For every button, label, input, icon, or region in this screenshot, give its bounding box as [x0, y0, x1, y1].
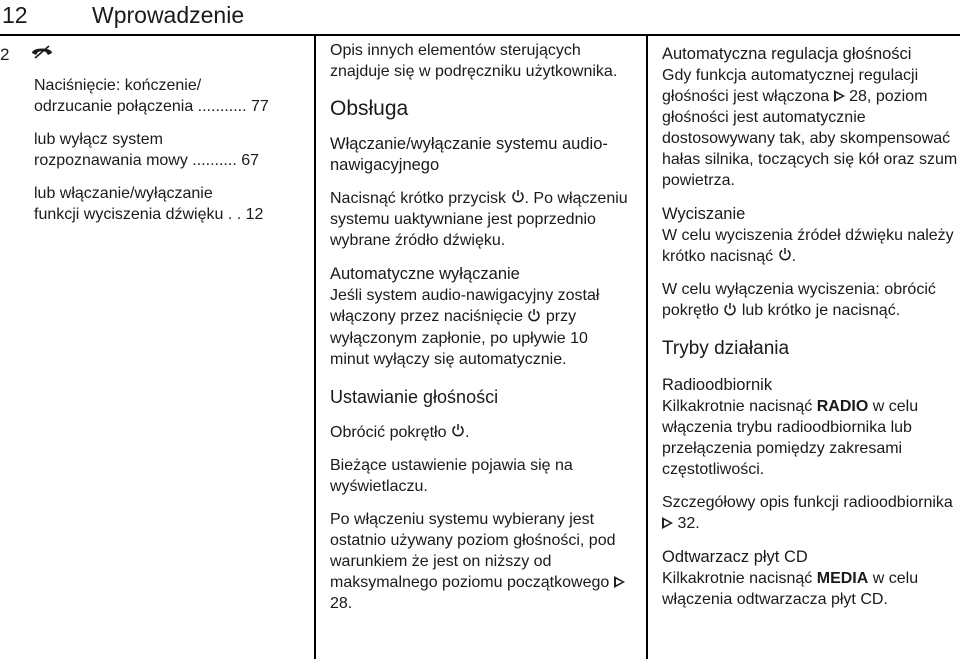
paragraph-radio-details [662, 492, 960, 534]
text: Szczegółowy opis funkcji radioodbiornika [662, 493, 953, 511]
power-icon [778, 246, 792, 267]
text: . Po włączeniu systemu uaktywniane jest poprzednio wybrane źródło dźwięku. [330, 190, 628, 250]
text: Kilkakrotnie nacisnąć [662, 397, 813, 415]
entry-text: funkcji wyciszenia dźwięku [34, 206, 224, 223]
index-entry [34, 183, 300, 225]
index-entry [34, 129, 300, 171]
text: Gdy funkcja automatycznej regulacji głośności jest włączona [662, 67, 919, 105]
phone-hangup-icon [30, 44, 54, 65]
item-2-heading [0, 44, 300, 65]
page-reference[interactable]: 32. [677, 514, 700, 532]
paragraph-radio [662, 396, 960, 480]
intro-paragraph: Opis innych elementów sterujących znajduje się w podręczniku użytkownika. [330, 42, 618, 80]
item-number: 2 [0, 45, 10, 64]
paragraph-unmute [662, 279, 960, 321]
paragraph-startup-volume [330, 509, 630, 614]
column-3 [662, 40, 960, 610]
radio-button-label: RADIO [816, 397, 869, 415]
page-reference[interactable]: 12 [245, 206, 264, 223]
header-rule [0, 34, 960, 36]
paragraph-current-setting: Bieżące ustawienie pojawia się na wyświetlaczu. [330, 456, 573, 495]
text: przy wyłączonym zapłonie, po upływie 10 minut wyłączy się automatycznie. [330, 308, 588, 368]
text: w celu włączenia odtwarzacza płyt CD. [662, 569, 919, 608]
page-reference[interactable]: 67 [241, 152, 260, 169]
text: W celu wyłączenia wyciszenia: obrócić pokrętło [662, 281, 936, 320]
power-icon [451, 422, 465, 443]
page-reference[interactable]: 28, [849, 88, 872, 105]
text: Nacisnąć krótko przycisk [330, 190, 507, 207]
subheading-wyciszanie: Wyciszanie [662, 205, 746, 223]
index-entry [34, 75, 300, 117]
index-list [34, 75, 300, 225]
column-divider-1 [314, 36, 316, 659]
media-button-label: MEDIA [816, 569, 869, 587]
leader-dots: .......... [187, 152, 237, 169]
entry-text: Naciśnięcie: kończenie/ [34, 77, 202, 94]
page-reference-arrow-icon [834, 90, 845, 102]
entry-text: lub wyłącz system [34, 131, 163, 148]
paragraph-power [330, 188, 630, 251]
text: . [791, 248, 797, 265]
text: W celu wyciszenia źródeł dźwięku należy krótko nacisnąć [662, 227, 954, 265]
page-header [0, 0, 960, 34]
paragraph-cd [662, 568, 960, 610]
section-heading-obsluga: Obsługa [330, 97, 409, 120]
column-1 [0, 40, 300, 225]
leader-dots: ........... [193, 98, 247, 115]
power-icon [527, 307, 541, 328]
power-icon [723, 301, 737, 322]
text: Jeśli system audio-nawigacyjny został włączony przez naciśnięcie [330, 287, 600, 326]
paragraph-mute [662, 225, 960, 267]
paragraph-auto-off [330, 285, 630, 369]
subheading-cd: Odtwarzacz płyt CD [662, 547, 808, 566]
page-reference-arrow-icon [662, 517, 673, 529]
paragraph-volume-knob [330, 422, 630, 443]
page-reference[interactable]: 77 [251, 98, 269, 115]
text: Po włączeniu systemu wybierany jest ostatnio używany poziom głośności, pod warunkiem że jest on niższy od maksymalnego poziomu początkowego [330, 510, 616, 591]
entry-text: odrzucanie połączenia [34, 98, 194, 115]
chapter-title: Wprowadzenie [92, 2, 245, 28]
subheading-radio: Radioodbiornik [662, 375, 773, 394]
power-icon [511, 188, 525, 209]
page-number: 12 [2, 2, 28, 28]
page-reference[interactable]: 28. [330, 594, 353, 612]
leader-dots: . . [223, 206, 242, 223]
section-heading-tryby: Tryby działania [662, 337, 790, 359]
text: Obrócić pokrętło [330, 423, 447, 441]
subheading-auto-reg: Automatyczna regulacja głośności [662, 45, 912, 63]
text: lub krótko je nacisnąć. [741, 302, 901, 320]
column-divider-2 [646, 36, 648, 659]
text: w celu włączenia trybu radioodbiornika lub przełączenia pomiędzy zakresami częstotliwości. [662, 397, 919, 478]
subheading-wlaczanie: Włączanie/wyłączanie systemu audio-nawigacyjnego [330, 135, 608, 174]
text: poziom głośności jest automatycznie dostosowywany tak, aby skompensować hałas silnika, toczących się kół oraz szum powietrza. [662, 88, 958, 189]
page-reference-arrow-icon [614, 576, 625, 588]
column-2 [330, 40, 630, 614]
entry-text: rozpoznawania mowy [34, 152, 188, 169]
subheading-glosnosc: Ustawianie głośności [330, 386, 499, 407]
entry-text: lub włączanie/wyłączanie [34, 185, 213, 202]
subheading-auto-off: Automatyczne wyłączanie [330, 265, 520, 284]
text: . [464, 423, 470, 441]
paragraph-auto-reg [662, 65, 960, 191]
text: Kilkakrotnie nacisnąć [662, 569, 813, 587]
